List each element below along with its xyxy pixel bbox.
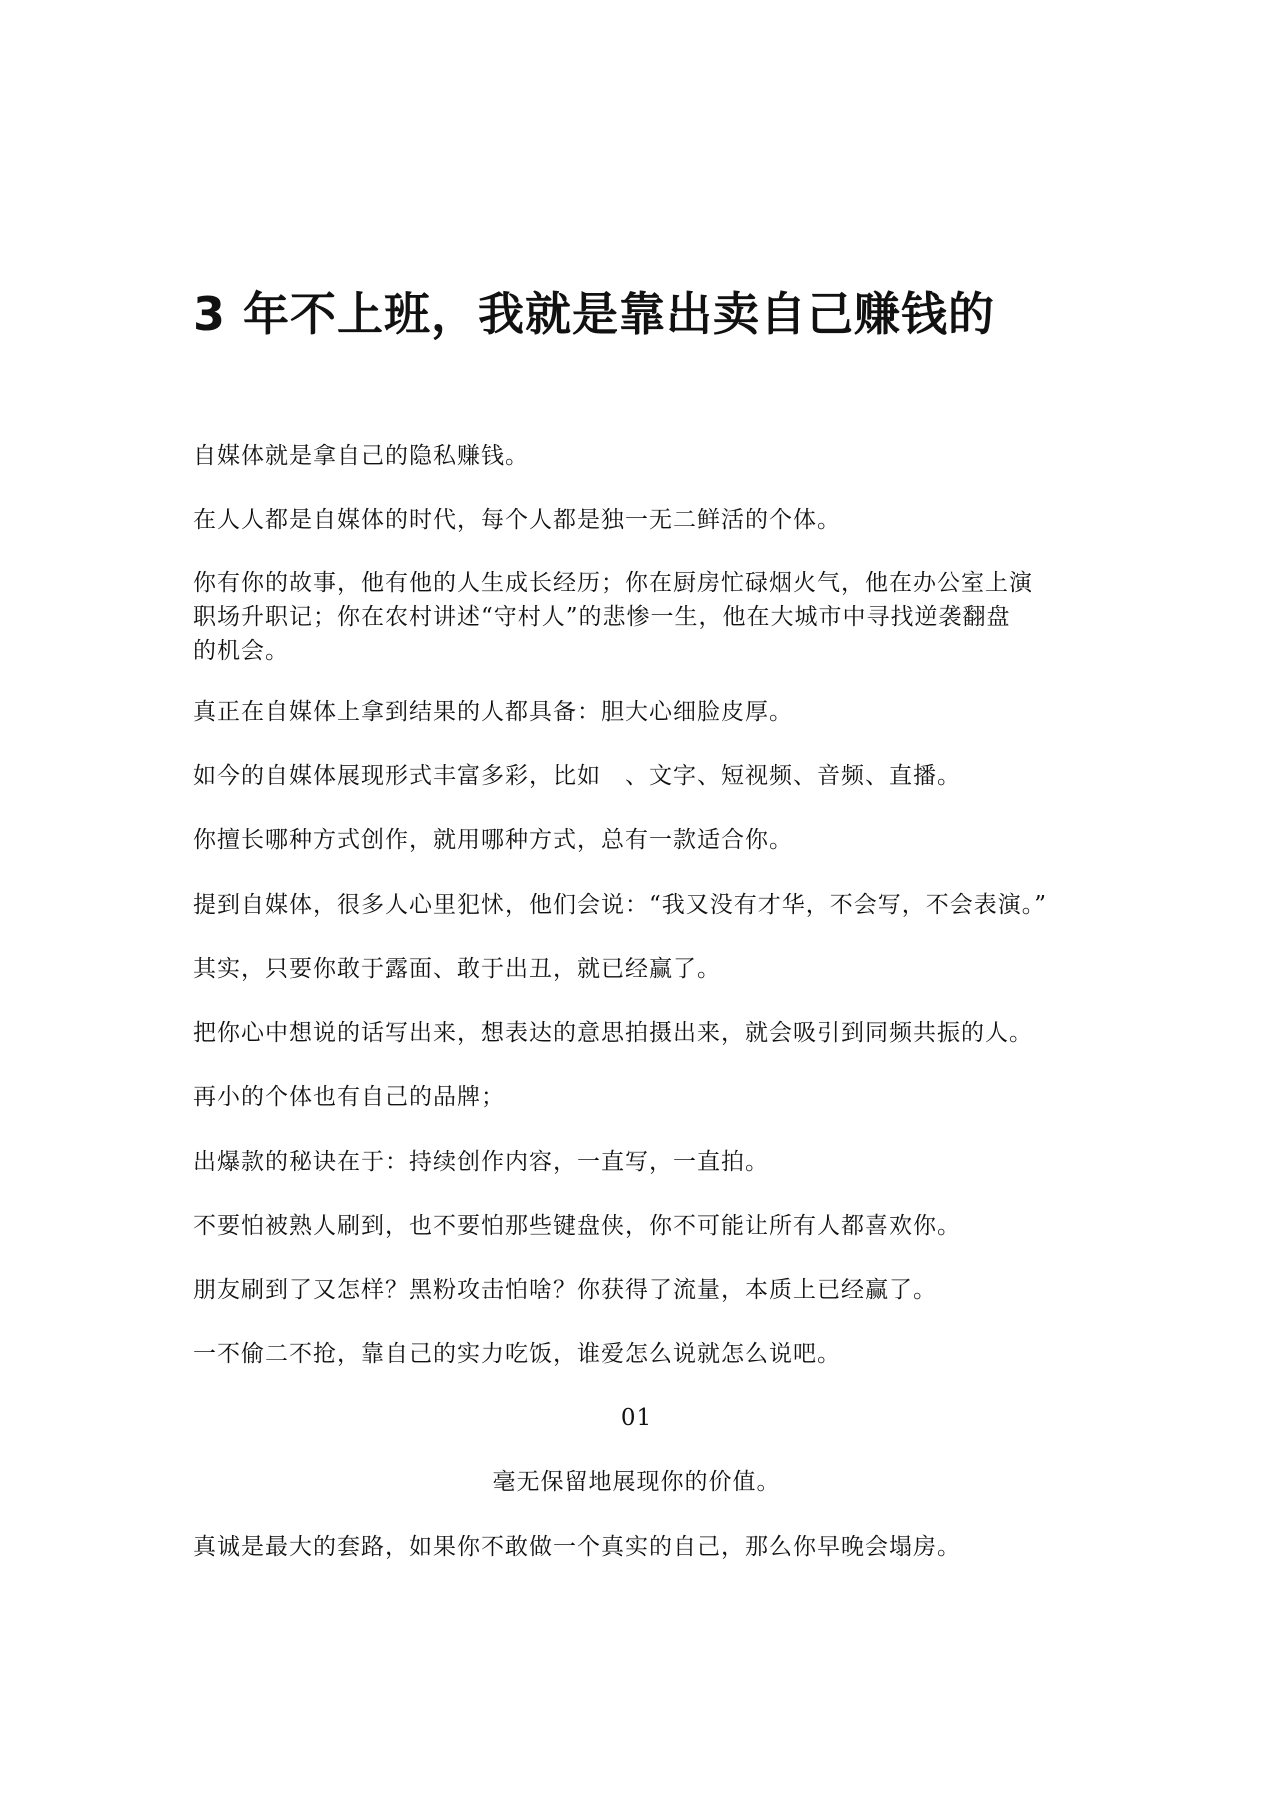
paragraph: 真正在自媒体上拿到结果的人都具备：胆大心细脸皮厚。 xyxy=(193,699,793,725)
paragraph: 你擅长哪种方式创作，就用哪种方式，总有一款适合你。 xyxy=(193,827,793,853)
final-paragraph: 真诚是最大的套路，如果你不敢做一个真实的自己，那么你早晚会塌房。 xyxy=(193,1534,961,1560)
paragraph: 朋友刷到了又怎样？黑粉攻击怕啥？你获得了流量，本质上已经赢了。 xyxy=(193,1277,937,1303)
paragraph: 在人人都是自媒体的时代，每个人都是独一无二鲜活的个体。 xyxy=(193,507,841,533)
paragraph-line: 的机会。 xyxy=(193,638,289,664)
paragraph: 其实，只要你敢于露面、敢于出丑，就已经赢了。 xyxy=(193,956,721,982)
paragraph: 如今的自媒体展现形式丰富多彩，比如 、文字、短视频、音频、直播。 xyxy=(193,763,961,789)
paragraph: 出爆款的秘诀在于：持续创作内容，一直写，一直拍。 xyxy=(193,1149,769,1175)
paragraph: 自媒体就是拿自己的隐私赚钱。 xyxy=(193,443,529,469)
paragraph: 把你心中想说的话写出来，想表达的意思拍摄出来，就会吸引到同频共振的人。 xyxy=(193,1020,1033,1046)
paragraph-line: 你有你的故事，他有他的人生成长经历；你在厨房忙碌烟火气，他在办公室上演 xyxy=(193,570,1033,596)
section-heading: 毫无保留地展现你的价值。 xyxy=(492,1469,781,1495)
paragraph: 一不偷二不抢，靠自己的实力吃饭，谁爱怎么说就怎么说吧。 xyxy=(193,1341,841,1367)
document-title: 3 年不上班，我就是靠出卖自己赚钱的 xyxy=(193,287,996,341)
paragraph: 再小的个体也有自己的品牌； xyxy=(193,1084,505,1110)
paragraph-line: 职场升职记；你在农村讲述“守村人”的悲惨一生，他在大城市中寻找逆袭翻盘 xyxy=(193,604,1011,630)
paragraph: 不要怕被熟人刷到，也不要怕那些键盘侠，你不可能让所有人都喜欢你。 xyxy=(193,1213,961,1239)
paragraph-multiline xyxy=(193,566,1093,668)
paragraph: 提到自媒体，很多人心里犯怵，他们会说：“我又没有才华，不会写，不会表演。” xyxy=(193,892,1048,918)
section-number: 01 xyxy=(620,1405,653,1431)
